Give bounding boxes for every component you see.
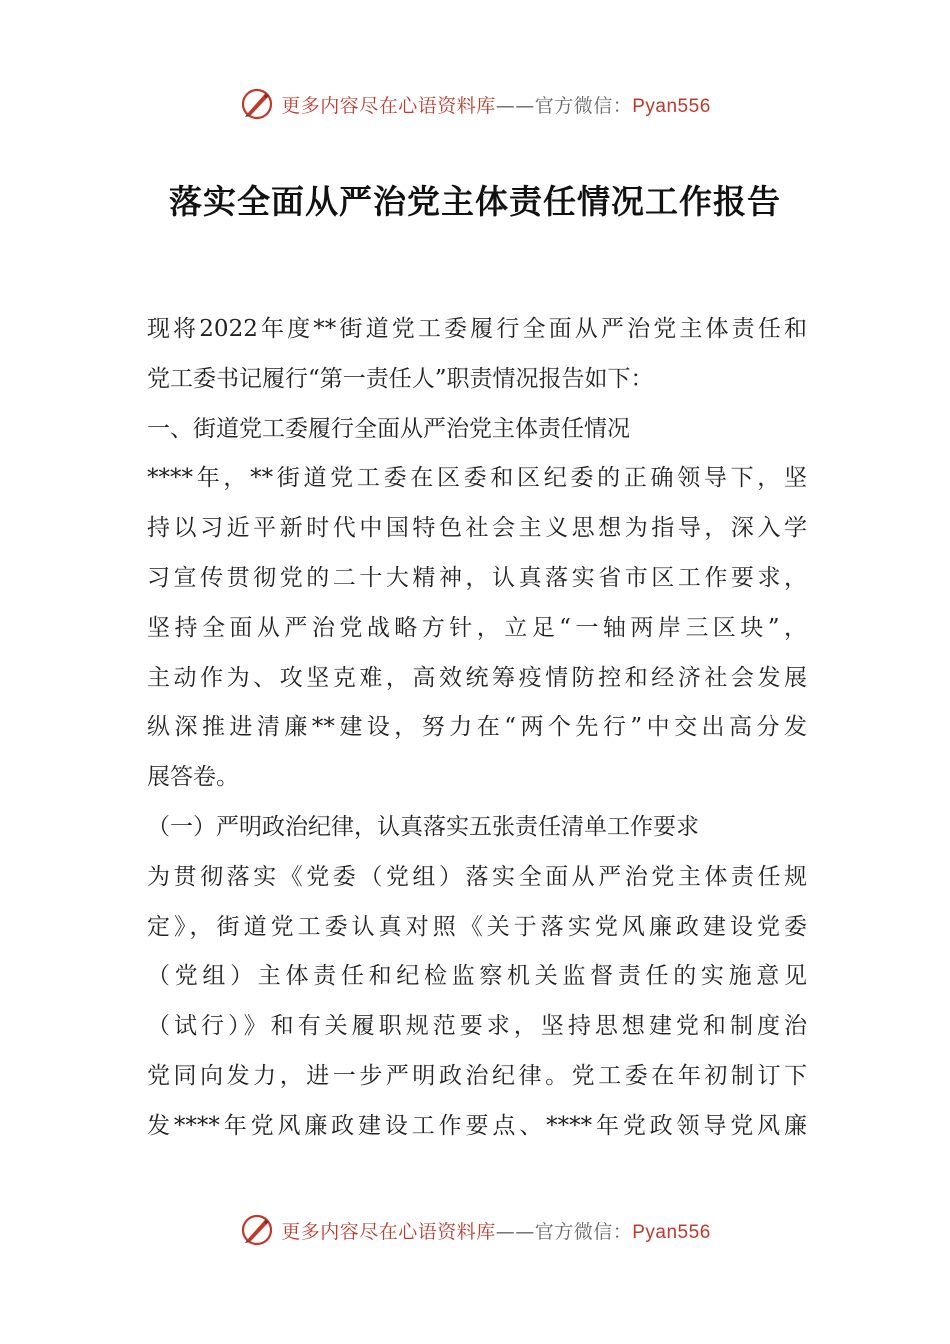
body-text-line: （试行）》和有关履职规范要求，坚持思想建党和制度治 xyxy=(147,1013,807,1040)
body-text-line: 纵深推进清廉**建设，努力在“两个先行”中交出高分发 xyxy=(147,714,807,741)
body-text-line: 主动作为、攻坚克难，高效统筹疫情防控和经济社会发展 xyxy=(147,664,807,691)
body-text-line: 一、街道党工委履行全面从严治党主体责任情况 xyxy=(147,415,630,442)
body-text-line: 发****年党风廉政建设工作要点、****年党政领导党风廉 xyxy=(147,1112,807,1139)
watermark-grey-text: 官方微信： xyxy=(534,1220,633,1243)
watermark-dash: —— xyxy=(495,94,535,117)
header-watermark-banner xyxy=(0,84,950,124)
watermark-text xyxy=(281,1217,711,1244)
body-text-line: 党同向发力，进一步严明政治纪律。党工委在年初制订下 xyxy=(147,1062,807,1089)
body-text-line: 为贯彻落实《党委（党组）落实全面从严治党主体责任规 xyxy=(147,863,807,890)
document-body xyxy=(147,305,807,1152)
body-text-line: 现将2022年度**街道党工委履行全面从严治党主体责任和 xyxy=(147,316,807,342)
body-text-line: 坚持全面从严治党战略方针，立足“一轴两岸三区块”， xyxy=(147,614,807,641)
watermark-red-text: 更多内容尽在心语资料库 xyxy=(281,1220,496,1243)
document-title: 落实全面从严治党主体责任情况工作报告 xyxy=(169,182,781,221)
body-text-line: （党组）主体责任和纪检监察机关监督责任的实施意见 xyxy=(147,963,807,990)
watermark-wechat-id: Pyan556 xyxy=(632,95,711,117)
body-text-line: ****年，**街道党工委在区委和区纪委的正确领导下，坚 xyxy=(147,465,807,492)
watermark-red-text: 更多内容尽在心语资料库 xyxy=(281,94,496,117)
body-text-line: 展答卷。 xyxy=(147,764,239,791)
body-text-line: 习宣传贯彻党的二十大精神，认真落实省市区工作要求， xyxy=(147,564,807,591)
body-text-line: 定》，街道党工委认真对照《关于落实党风廉政建设党委 xyxy=(147,913,807,940)
watermark-grey-text: 官方微信： xyxy=(534,94,633,117)
pen-logo-icon xyxy=(239,86,275,122)
body-text-line: （一）严明政治纪律，认真落实五张责任清单工作要求 xyxy=(147,813,699,840)
watermark-wechat-id: Pyan556 xyxy=(632,1221,711,1243)
watermark-text xyxy=(281,91,711,118)
body-text-line: 党工委书记履行“第一责任人”职责情况报告如下： xyxy=(147,365,654,392)
body-text-line: 持以习近平新时代中国特色社会主义思想为指导，深入学 xyxy=(147,515,807,542)
pen-logo-icon xyxy=(239,1212,275,1248)
footer-watermark-banner xyxy=(0,1210,950,1250)
watermark-dash: —— xyxy=(495,1220,535,1243)
